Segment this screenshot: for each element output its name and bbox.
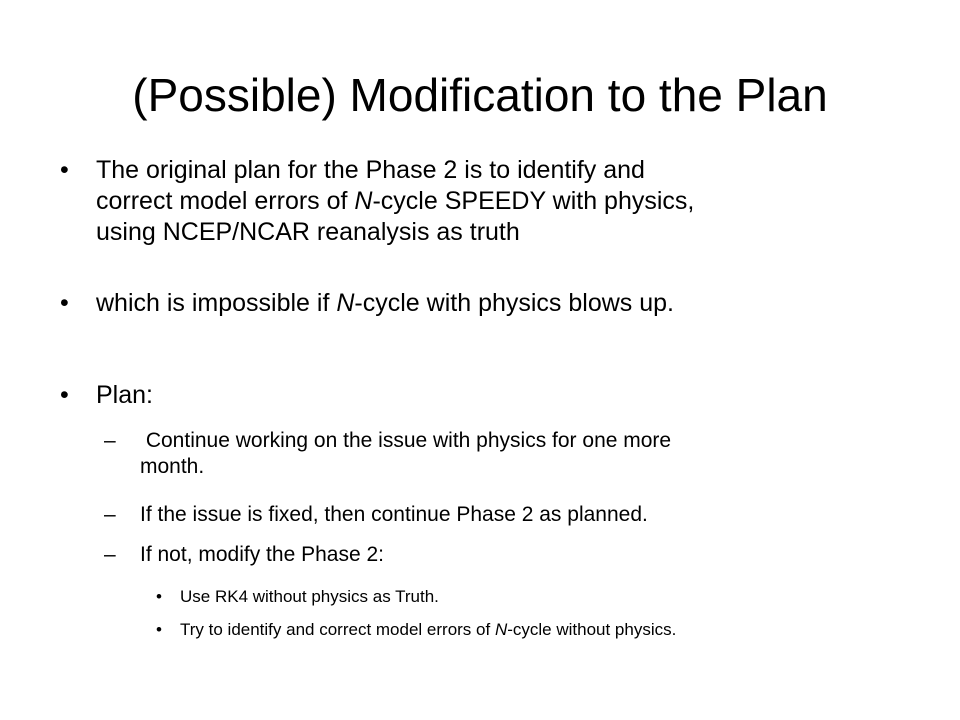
- sub-bullet-line: If the issue is fixed, then continue Phase 2 as planned.: [140, 503, 648, 526]
- sub-bullet-continue-working: [104, 428, 672, 480]
- bullet-marker: •: [156, 620, 162, 639]
- sub-sub-bullet-try-identify: [156, 619, 677, 641]
- dash-marker: –: [104, 503, 116, 526]
- bullet-line: using NCEP/NCAR reanalysis as truth: [96, 218, 520, 246]
- bullet-line: correct model errors of N-cycle SPEEDY with physics,: [96, 187, 695, 215]
- bullet-marker: •: [156, 587, 162, 606]
- bullet-marker: •: [60, 381, 69, 409]
- bullet-impossible: [60, 288, 674, 319]
- bullet-marker: •: [60, 156, 69, 184]
- bullet-line: Plan:: [96, 381, 153, 409]
- bullet-plan: [60, 380, 153, 411]
- sub-bullet-if-not: [104, 542, 384, 568]
- dash-marker: –: [104, 429, 116, 452]
- sub-bullet-line: Continue working on the issue with physics for one more: [140, 429, 672, 452]
- bullet-marker: •: [60, 289, 69, 317]
- dash-marker: –: [104, 543, 116, 566]
- bullet-line: which is impossible if N-cycle with physics blows up.: [96, 289, 674, 317]
- sub-sub-bullet-line: Use RK4 without physics as Truth.: [180, 587, 439, 606]
- slide-title: (Possible) Modification to the Plan: [132, 69, 828, 121]
- sub-bullet-if-fixed: [104, 502, 648, 528]
- bullet-original-plan: [60, 155, 695, 248]
- sub-bullet-line: If not, modify the Phase 2:: [140, 543, 384, 566]
- sub-sub-bullet-line: Try to identify and correct model errors of N-cycle without physics.: [180, 620, 677, 639]
- bullet-line: The original plan for the Phase 2 is to identify and: [96, 156, 645, 184]
- sub-bullet-line: month.: [140, 455, 205, 478]
- sub-sub-bullet-use-rk4: [156, 586, 439, 608]
